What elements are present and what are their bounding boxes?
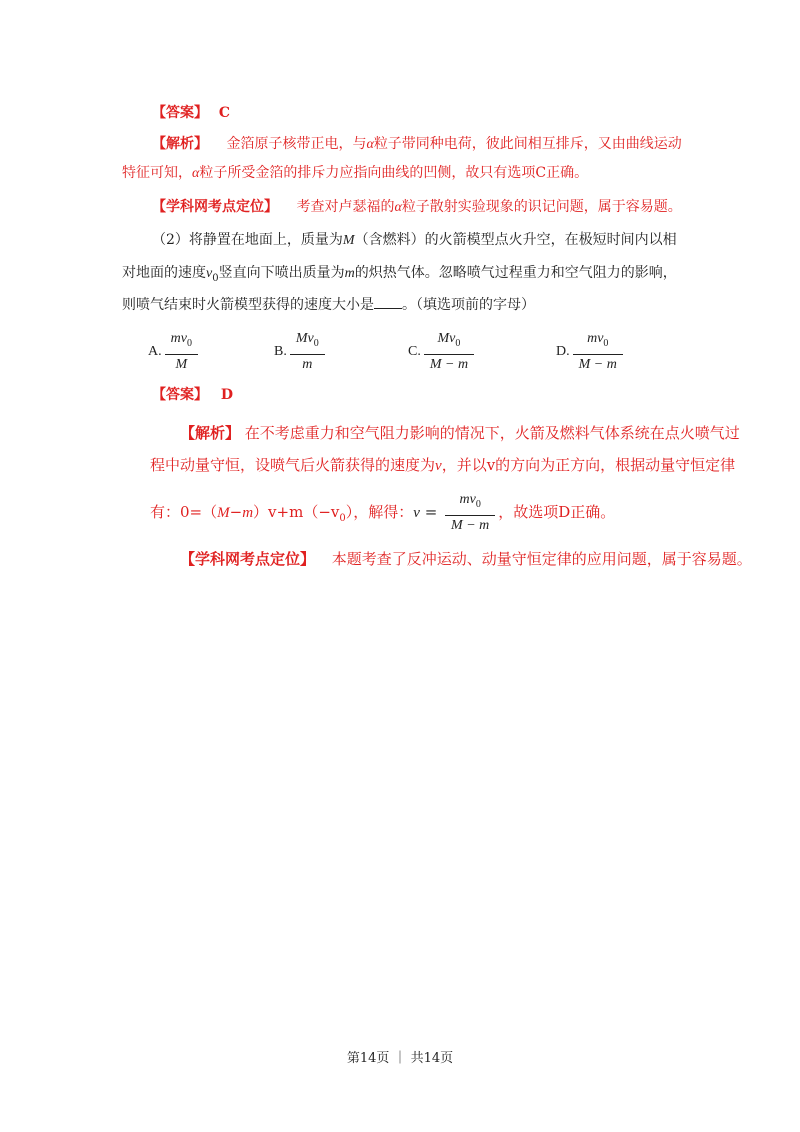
frac-num: mv [170, 331, 187, 346]
subscript: 0 [313, 337, 319, 349]
q2-text: 则喷气结束时火箭模型获得的速度大小是 [122, 297, 374, 313]
q2-analysis-text: 有：0=（ [150, 503, 218, 521]
q2-position [180, 549, 752, 569]
option-fraction [424, 331, 474, 373]
subscript: 0 [603, 337, 609, 349]
q2-analysis-text: ，故选项D正确。 [498, 503, 616, 521]
alpha-symbol: α [394, 200, 402, 215]
q2-analysis-label: 【解析】 [180, 424, 241, 442]
q1-position [152, 197, 682, 218]
alpha-symbol: α [192, 166, 200, 181]
option-a [148, 331, 201, 373]
q1-answer [152, 103, 230, 123]
q1-analysis-line2 [122, 163, 588, 184]
q1-analysis-label: 【解析】 [152, 136, 208, 152]
var-M: M [342, 233, 355, 248]
option-fraction [573, 331, 623, 373]
option-label: B. [274, 343, 287, 359]
frac-num: Mv [295, 331, 314, 346]
var-v: v [413, 505, 420, 521]
q2-analysis-text: 程中动量守恒，设喷气后火箭获得的速度为 [150, 456, 436, 474]
q2-position-text: 本题考查了反冲运动、动量守恒定律的应用问题，属于容易题。 [331, 550, 752, 568]
q2-analysis-text: ，并以v的方向为正方向，根据动量守恒定律 [441, 456, 736, 474]
frac-num: mv [587, 331, 604, 346]
q2-question-line3 [122, 294, 535, 315]
q2-analysis-line1 [180, 423, 740, 443]
q2-analysis-text: 在不考虑重力和空气阻力影响的情况下，火箭及燃料气体系统在点火喷气过 [244, 424, 740, 442]
subscript: 0 [455, 337, 461, 349]
option-label: C. [408, 343, 421, 359]
option-d [556, 331, 626, 373]
equals-sign: = [419, 503, 443, 521]
subscript: 0 [475, 498, 481, 510]
option-label: D. [556, 343, 570, 359]
q1-position-text: 考查对卢瑟福的 [296, 199, 395, 215]
frac-den: M − m [424, 354, 474, 373]
q1-position-text: 粒子散射实验现象的识记问题，属于容易题。 [401, 199, 682, 215]
q1-answer-value: C [218, 105, 231, 121]
frac-num: mv [459, 492, 476, 508]
q2-question-line2 [122, 263, 677, 289]
q2-text: （含燃料）的火箭模型点火升空，在极短时间内以相 [354, 232, 677, 248]
option-label: A. [148, 343, 162, 359]
q1-analysis-text: 金箔原子核带正电，与 [226, 136, 367, 152]
option-c [408, 331, 477, 373]
q1-position-label: 【学科网考点定位】 [152, 199, 278, 215]
frac-num: Mv [437, 331, 456, 346]
q2-analysis-line3 [150, 492, 615, 539]
alpha-symbol: α [366, 137, 374, 152]
q2-position-label: 【学科网考点定位】 [180, 550, 316, 568]
q2-analysis-text: ），解得： [345, 503, 414, 521]
q2-text: 对地面的速度 [122, 265, 206, 281]
q2-answer-label: 【答案】 [152, 387, 208, 403]
q2-analysis-text: ）v+m（−v [253, 503, 340, 521]
var-m: m [344, 266, 355, 281]
frac-den: M [165, 354, 198, 373]
q1-analysis-text: 粒子带同种电荷，彼此间相互排斥，又由曲线运动 [373, 136, 682, 152]
q2-question-line1 [152, 230, 677, 251]
subscript: 0 [186, 337, 192, 349]
frac-den: M − m [573, 354, 623, 373]
result-fraction [445, 492, 495, 534]
q1-answer-label: 【答案】 [152, 105, 208, 121]
subscript: 0 [212, 272, 219, 284]
var-m: m [242, 505, 254, 521]
frac-den: m [290, 354, 325, 373]
q1-analysis-text: 特征可知， [122, 165, 192, 181]
var-M: M [217, 505, 230, 521]
q2-analysis-text: − [229, 503, 243, 521]
frac-den: M − m [445, 515, 495, 534]
q2-text: （2）将静置在地面上，质量为 [152, 232, 343, 248]
option-fraction [290, 331, 325, 373]
q2-text: 的炽热气体。忽略喷气过程重力和空气阻力的影响， [354, 265, 677, 281]
option-b [274, 331, 328, 373]
q2-text: 竖直向下喷出质量为 [218, 265, 345, 281]
q1-analysis-text: 粒子所受金箔的排斥力应指向曲线的凹侧，故只有选项C正确。 [199, 165, 589, 181]
var-v: v [435, 458, 442, 474]
q2-answer-value: D [220, 387, 234, 403]
option-fraction [165, 331, 198, 373]
q1-analysis-line1 [152, 134, 682, 155]
answer-blank [374, 294, 402, 309]
var-v: v [206, 266, 213, 281]
subscript: 0 [339, 513, 346, 524]
q2-analysis-line2 [150, 455, 735, 476]
page-footer: 第14页 ｜ 共14页 [346, 1051, 454, 1066]
q2-answer [152, 385, 233, 405]
q2-text: 。（填选项前的字母） [402, 297, 535, 313]
